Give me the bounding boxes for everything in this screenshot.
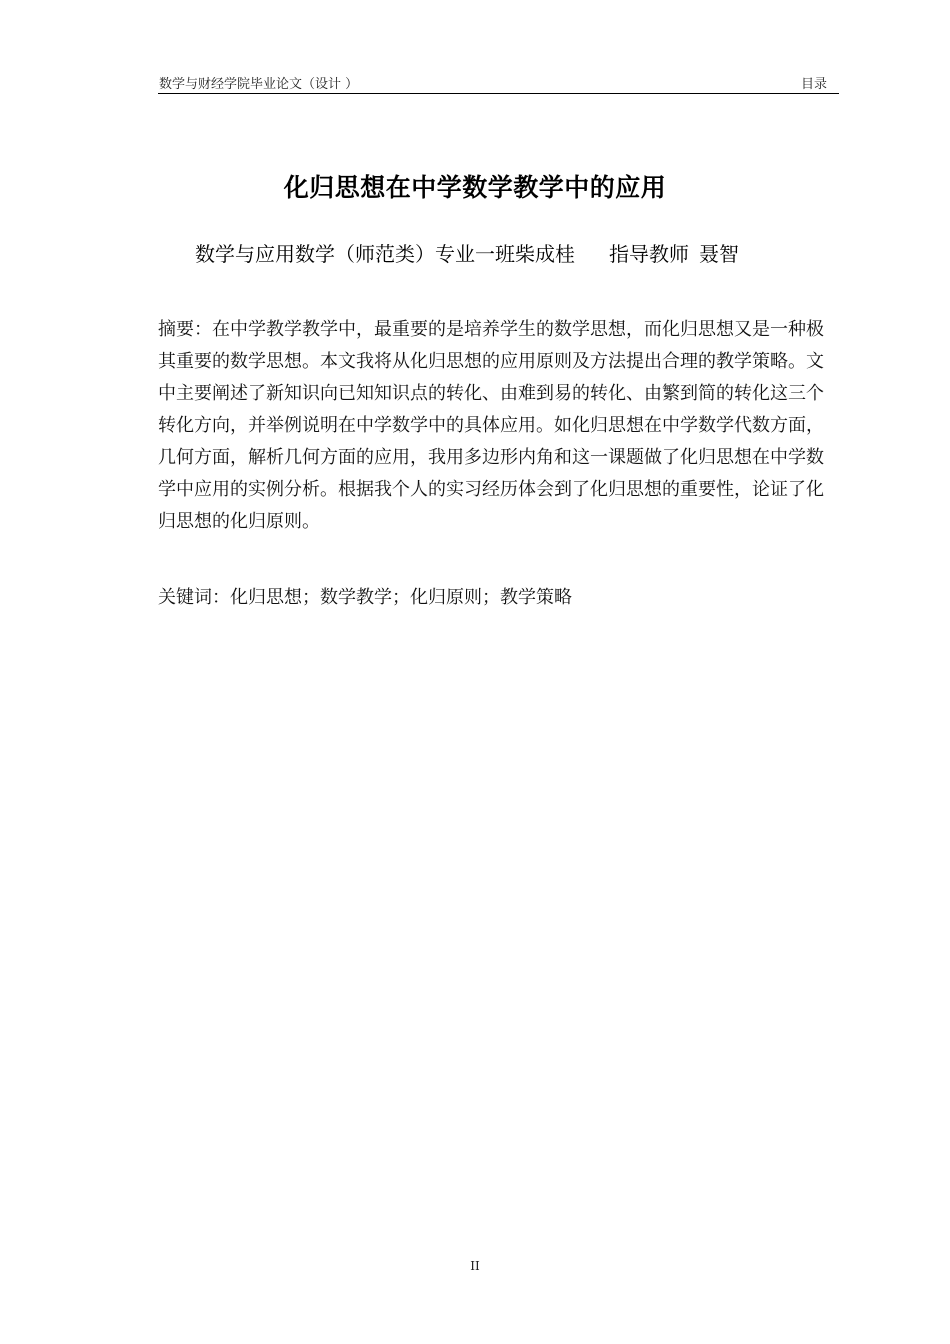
- document-title: 化归思想在中学数学教学中的应用: [283, 173, 667, 202]
- author-advisor-line: [195, 238, 835, 267]
- header-thesis-label: 数学与财经学院毕业论文（设计 ）: [159, 77, 359, 92]
- keywords-label: 关键词：: [158, 587, 230, 608]
- advisor-name: 聂智: [699, 242, 739, 266]
- author-info: 数学与应用数学（师范类）专业一班柴成桂: [195, 242, 575, 266]
- abstract-text: 在中学教学教学中，最重要的是培养学生的数学思想，而化归思想又是一种极其重要的数学思想。本文我将从化归思想的应用原则及方法提出合理的教学策略。文中主要阐述了新知识向已知知识点的转化、由难到易的转化、由繁到简的转化这三个转化方向，并举例说明在中学数学中的具体应用。如化归思想在中学数学代数方面，几何方面，解析几何方面的应用，我用多边形内角和这一课题做了化归思想在中学数学中应用的实例分析。根据我个人的实习经历体会到了化归思想的重要性，论证了化归思想的化归原则。: [158, 319, 824, 532]
- keywords-line: [158, 582, 839, 614]
- page-number: II: [470, 1259, 480, 1273]
- abstract-label: 摘要：: [158, 319, 212, 340]
- keywords-text: 化归思想；数学教学；化归原则；教学策略: [230, 587, 572, 608]
- advisor-label: 指导教师: [609, 242, 689, 266]
- page-header: [158, 70, 839, 94]
- abstract-paragraph: [158, 314, 839, 538]
- header-section-label: 目录: [800, 77, 827, 92]
